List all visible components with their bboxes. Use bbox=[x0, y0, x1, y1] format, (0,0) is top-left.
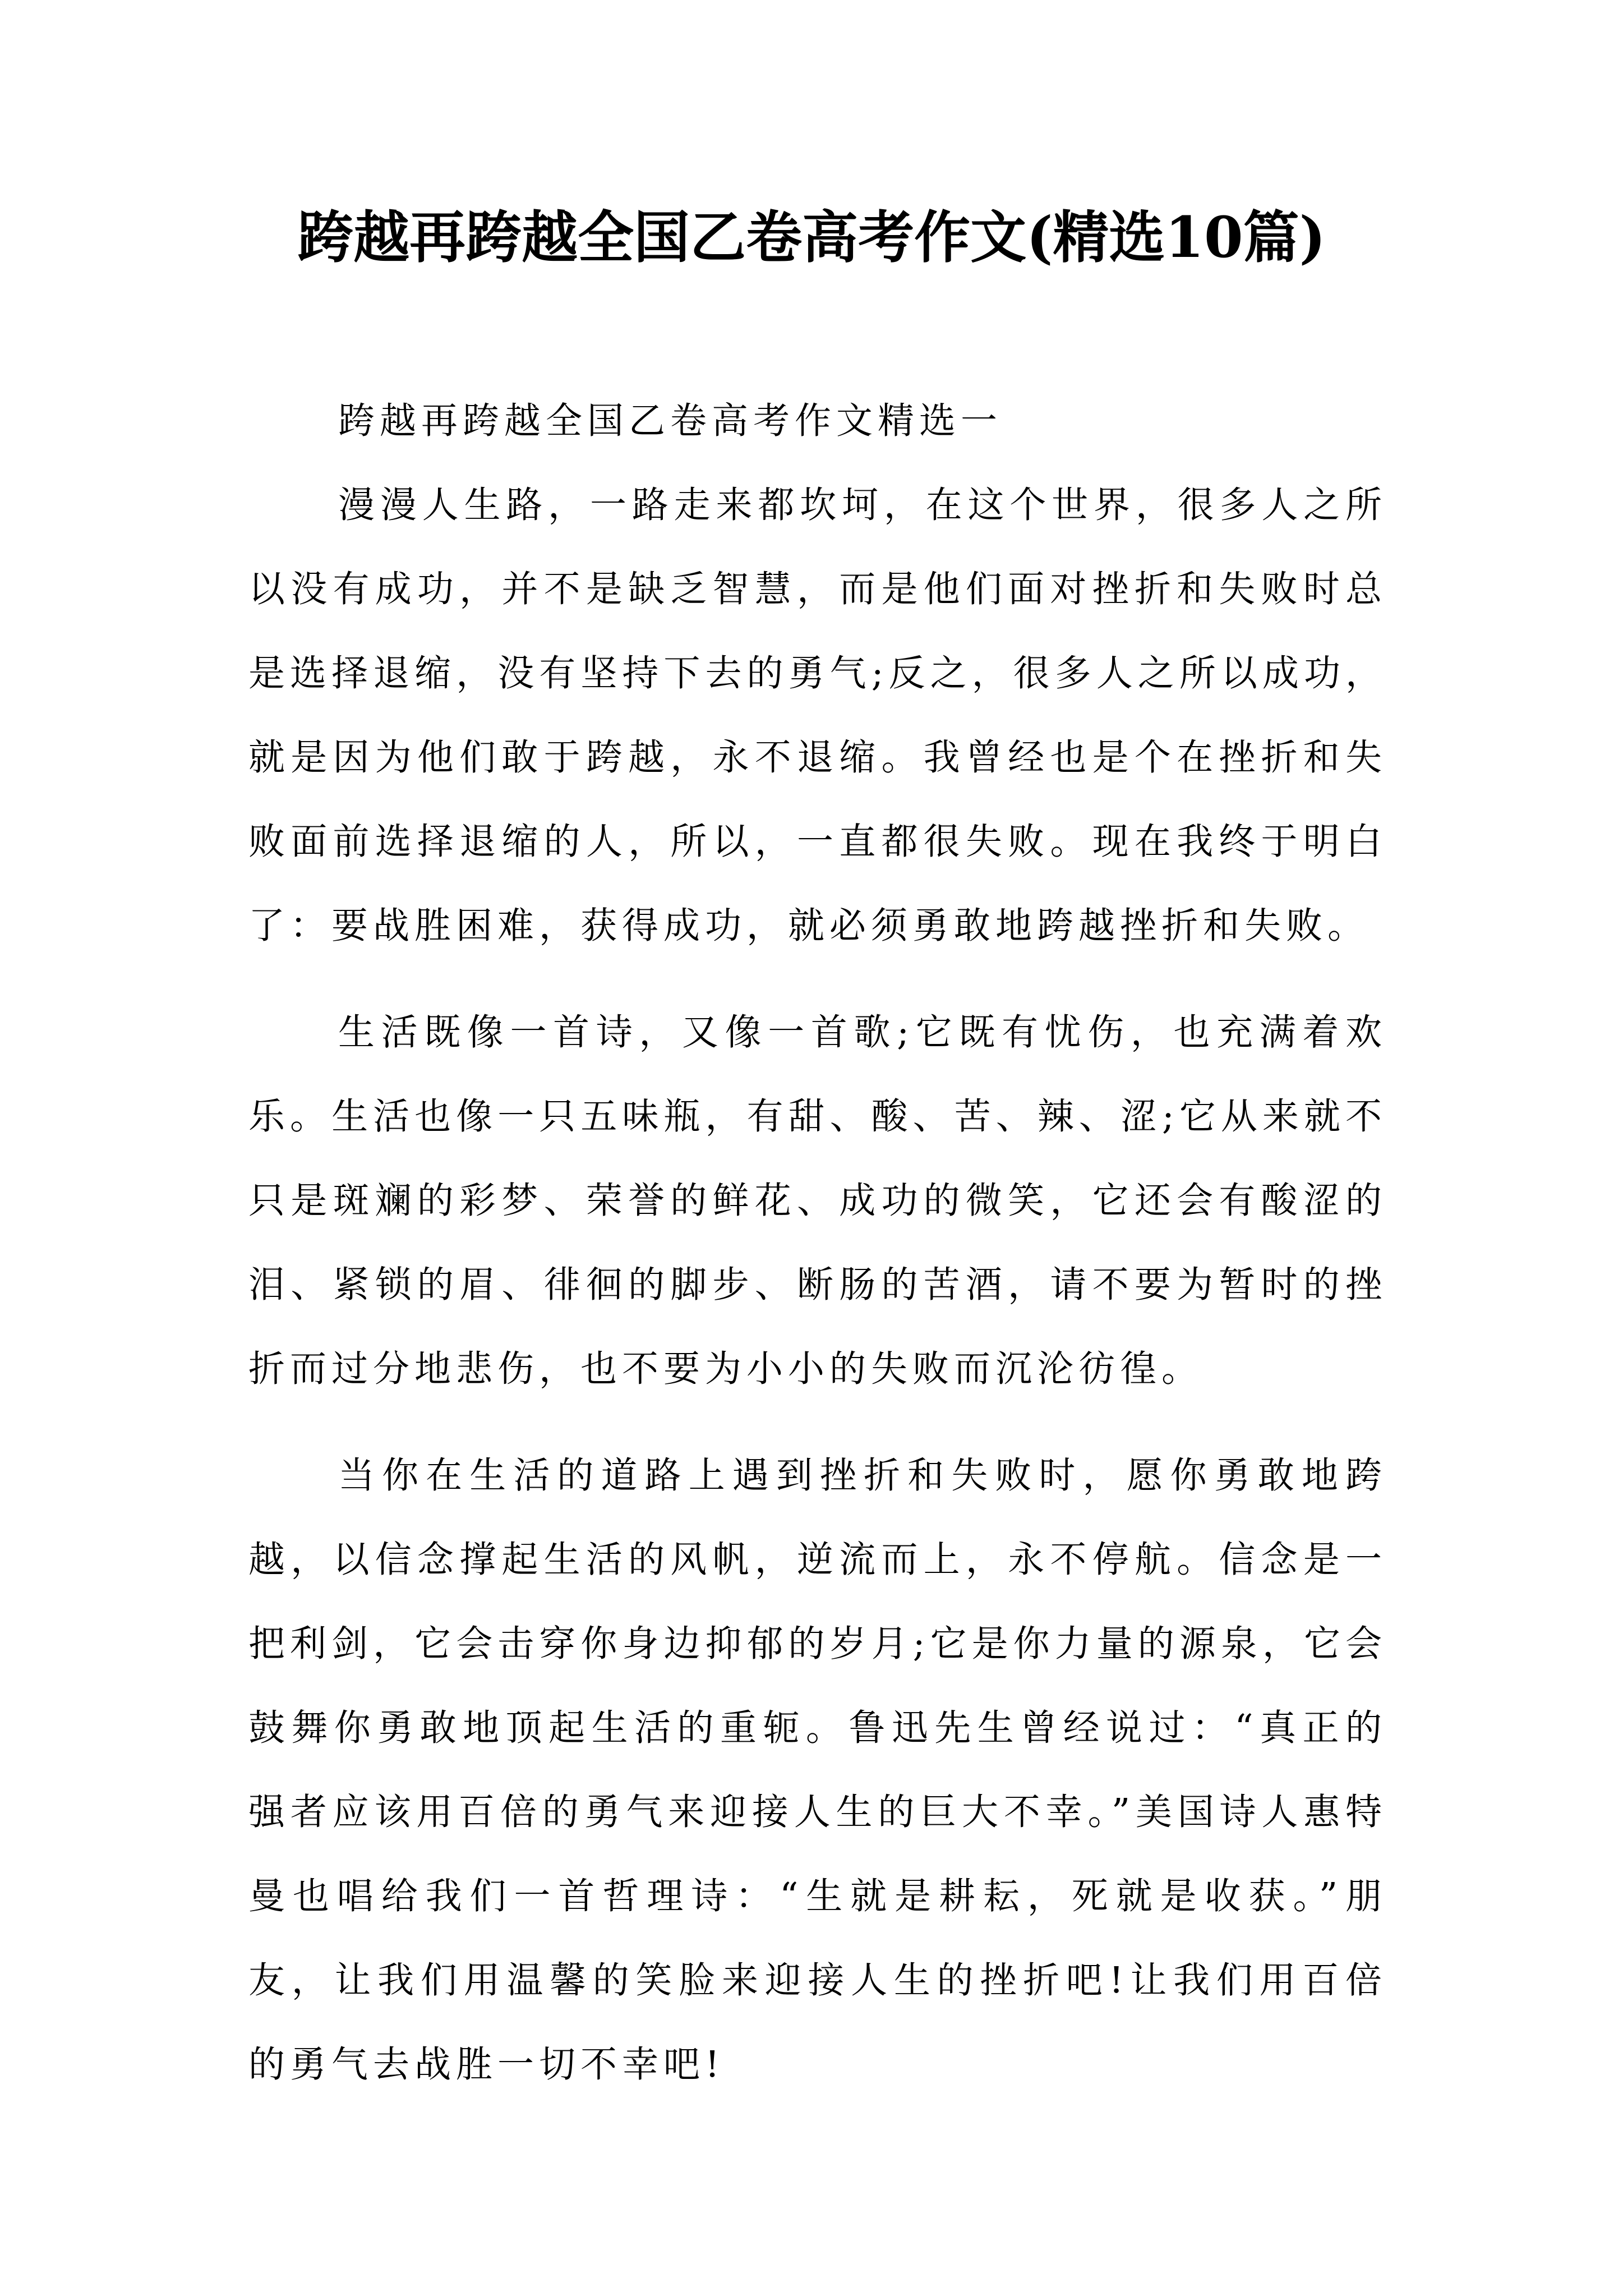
document-title: 跨越再跨越全国乙卷高考作文(精选10篇) bbox=[297, 204, 1326, 270]
paragraph-3: 当你在生活的道路上遇到挫折和失败时，愿你勇敢地跨越，以信念撑起生活的风帆，逆流而上，永不停航。信念是一把利剑，它会击穿你身边抑郁的岁月;它是你力量的源泉，它会鼓舞你勇敢地顶起生活的重轭。鲁迅先生曾经说过：“真正的强者应该用百倍的勇气来迎接人生的巨大不幸。”美国诗人惠特曼也唱给我们一首哲理诗：“生就是耕耘，死就是收获。”朋友，让我们用温馨的笑脸来迎接人生的挫折吧!让我们用百倍的勇气去战胜一切不幸吧! bbox=[248, 1455, 1387, 2086]
section-heading: 跨越再跨越全国乙卷高考作文精选一 bbox=[338, 400, 1003, 442]
paragraph-1: 漫漫人生路，一路走来都坎坷，在这个世界，很多人之所以没有成功，并不是缺乏智慧，而是他们面对挫折和失败时总是选择退缩，没有坚持下去的勇气;反之，很多人之所以成功，就是因为他们敢于跨越，永不退缩。我曾经也是个在挫折和失败面前选择退缩的人，所以，一直都很失败。现在我终于明白了：要战胜困难，获得成功，就必须勇敢地跨越挫折和失败。 bbox=[248, 484, 1387, 947]
paragraph-2: 生活既像一首诗，又像一首歌;它既有忧伤，也充满着欢乐。生活也像一只五味瓶，有甜、酸、苦、辣、涩;它从来就不只是斑斓的彩梦、荣誉的鲜花、成功的微笑，它还会有酸涩的泪、紧锁的眉、徘徊的脚步、断肠的苦酒，请不要为暂时的挫折而过分地悲伤，也不要为小小的失败而沉沦彷徨。 bbox=[248, 1011, 1387, 1390]
document-body bbox=[248, 379, 1387, 2129]
